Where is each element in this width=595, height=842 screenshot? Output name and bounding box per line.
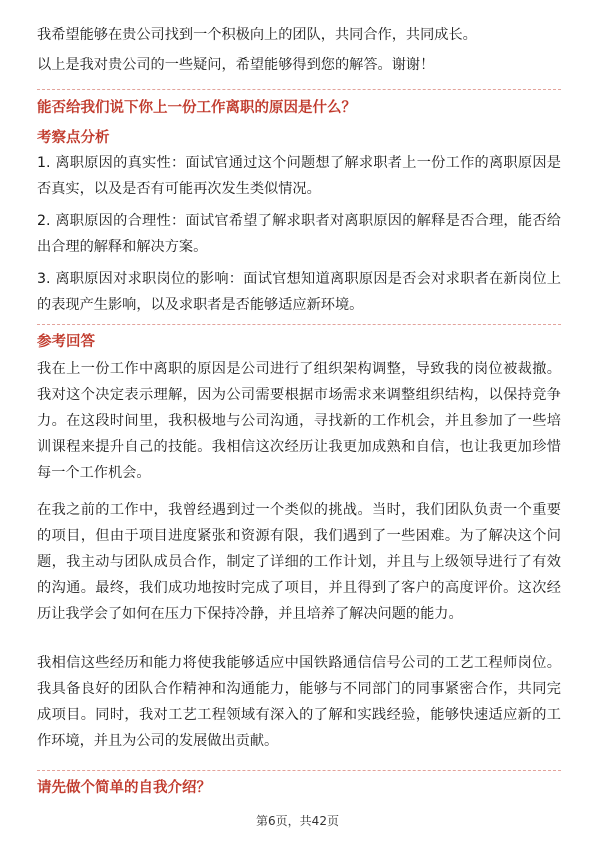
analysis-point: 3. 离职原因对求职岗位的影响：面试官想知道离职原因是否会对求职者在新岗位上的表现产生影响，以及求职者是否能够适应新环境。 (37, 271, 561, 313)
question-heading: 请先做个简单的自我介绍？ (37, 780, 211, 796)
analysis-point: 2. 离职原因的合理性：面试官希望了解求职者对离职原因的解释是否合理，能否给出合理的解释和解决方案。 (37, 213, 561, 255)
intro-paragraph: 以上是我对贵公司的一些疑问，希望能够得到您的解答。谢谢！ (37, 57, 435, 73)
answer-paragraph: 我相信这些经历和能力将使我能够适应中国铁路通信信号公司的工艺工程师岗位。我具备良好的团队合作精神和沟通能力，能够与不同部门的同事紧密合作，共同完成项目。同时，我对工艺工程领域有深入的了解和实践经验，能够快速适应新的工作环境，并且为公司的发展做出贡献。 (37, 655, 561, 749)
question-heading: 能否给我们说下你上一份工作离职的原因是什么？ (37, 100, 356, 116)
answer-heading: 参考回答 (37, 334, 95, 350)
section-divider (37, 770, 561, 771)
answer-paragraph: 我在上一份工作中离职的原因是公司进行了组织架构调整，导致我的岗位被裁撤。我对这个决定表示理解，因为公司需要根据市场需求来调整组织结构，以保持竞争力。在这段时间里，我积极地与公司沟通，寻找新的工作机会，并且参加了一些培训课程来提升自己的技能。我相信这次经历让我更加成熟和自信，也让我更加珍惜每一个工作机会。 (37, 361, 561, 481)
intro-paragraph: 我希望能够在贵公司找到一个积极向上的团队，共同合作，共同成长。 (37, 27, 477, 43)
section-divider (37, 324, 561, 325)
answer-paragraph: 在我之前的工作中，我曾经遇到过一个类似的挑战。当时，我们团队负责一个重要的项目，但由于项目进度紧张和资源有限，我们遇到了一些困难。为了解决这个问题，我主动与团队成员合作，制定了详细的工作计划，并且与上级领导进行了有效的沟通。最终，我们成功地按时完成了项目，并且得到了客户的高度评价。这次经历让我学会了如何在压力下保持冷静，并且培养了解决问题的能力。 (37, 502, 561, 622)
section-divider (37, 89, 561, 90)
analysis-point: 1. 离职原因的真实性：面试官通过这个问题想了解求职者上一份工作的离职原因是否真实，以及是否有可能再次发生类似情况。 (37, 155, 561, 197)
analysis-heading: 考察点分析 (37, 130, 110, 146)
page-footer: 第6页，共42页 (256, 814, 339, 828)
